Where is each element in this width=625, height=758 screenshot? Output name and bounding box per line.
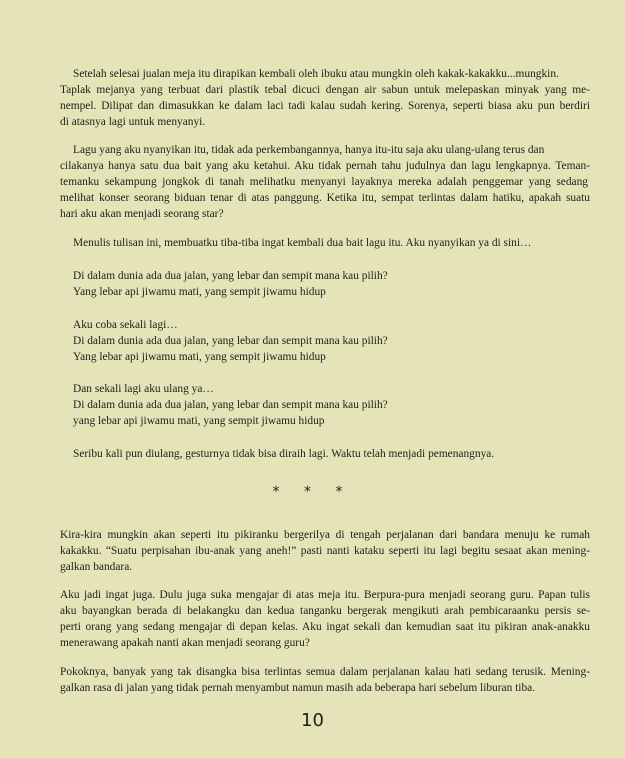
text-line: Aku jadi ingat juga. Dulu juga suka mengajar di atas meja itu. Berpura-pura menjadi seorang guru. Papan tulis bbox=[60, 589, 590, 601]
page-number: 10 bbox=[301, 710, 324, 731]
text-line: Dan sekali lagi aku ulang ya… bbox=[73, 383, 214, 395]
text-line: Seribu kali pun diulang, gesturnya tidak bisa diraih lagi. Waktu telah menjadi pemenangnya. bbox=[73, 448, 495, 460]
text-line: Yang lebar api jiwamu mati, yang sempit jiwamu hidup bbox=[73, 351, 326, 363]
text-line: perti orang yang sedang mengajar di depan kelas. Aku ingat sekali dan kemudian saat itu pikiran anak-anakku bbox=[60, 621, 590, 633]
text-line: Taplak mejanya yang terbuat dari plastik tebal dicuci dengan air sabun untuk melepaskan minyak yang me- bbox=[60, 84, 590, 96]
text-line: galkan bandara. bbox=[60, 561, 133, 573]
text-line: galkan rasa di jalan yang tidak pernah menyambut namun masih ada beberapa hari sebelum liburan tiba. bbox=[60, 682, 536, 694]
text-line: menerawang apakah nanti akan menjadi seorang guru? bbox=[60, 637, 310, 649]
text-line: Menulis tulisan ini, membuatku tiba-tiba ingat kembali dua bait lagu itu. Aku nyanyikan ya di sini… bbox=[73, 237, 532, 249]
text-line: nempel. Dilipat dan dimasukkan ke dalam laci tadi kalau sudah kering. Sorenya, seperti biasa aku pun berdiri bbox=[60, 100, 590, 112]
text-line: Setelah selesai jualan meja itu dirapikan kembali oleh ibuku atau mungkin oleh kakak-kakakku...mungkin. bbox=[73, 68, 559, 80]
text-line: aku bayangkan berada di belakangku dan kedua tanganku bergerak mengikuti arah pembicaraanku persis se- bbox=[60, 605, 590, 617]
text-line: yang lebar api jiwamu mati, yang sempit jiwamu hidup bbox=[73, 415, 325, 427]
text-line: Di dalam dunia ada dua jalan, yang lebar dan sempit mana kau pilih? bbox=[73, 335, 388, 347]
text-line: Kira-kira mungkin akan seperti itu pikiranku bergerilya di tengah perjalanan dari bandara menuju ke rumah bbox=[60, 529, 590, 541]
text-line: di atasnya lagi untuk menyanyi. bbox=[60, 116, 206, 128]
text-line: temanku sekampung jongkok di tanah melihatku menyanyi layaknya mereka adalah penggemar yang sedang bbox=[60, 176, 588, 188]
text-line: Di dalam dunia ada dua jalan, yang lebar dan sempit mana kau pilih? bbox=[73, 270, 388, 282]
section-divider: * * * bbox=[272, 484, 353, 500]
text-line: Yang lebar api jiwamu mati, yang sempit jiwamu hidup bbox=[73, 286, 326, 298]
text-line: hari aku akan menjadi seorang star? bbox=[60, 208, 224, 220]
text-line: cilakanya hanya satu dua bait yang aku ketahui. Aku tidak pernah tahu judulnya dan lagu lengkapnya. Teman- bbox=[60, 160, 590, 172]
text-line: melihat konser seorang biduan tenar di atas panggung. Ketika itu, sempat terlintas dalam hatiku, apakah suatu bbox=[60, 192, 590, 204]
text-line: kakakku. “Suatu perpisahan ibu-anak yang aneh!” pasti nanti kataku seperti itu lagi begitu sesaat akan mening- bbox=[60, 545, 590, 557]
text-line: Pokoknya, banyak yang tak disangka bisa terlintas semua dalam perjalanan kalau hati sedang terusik. Mening- bbox=[60, 666, 590, 678]
text-line: Di dalam dunia ada dua jalan, yang lebar dan sempit mana kau pilih? bbox=[73, 399, 388, 411]
text-line: Aku coba sekali lagi… bbox=[73, 319, 178, 331]
text-line: Lagu yang aku nyanyikan itu, tidak ada perkembangannya, hanya itu-itu saja aku ulang-ulang terus dan bbox=[73, 144, 545, 156]
